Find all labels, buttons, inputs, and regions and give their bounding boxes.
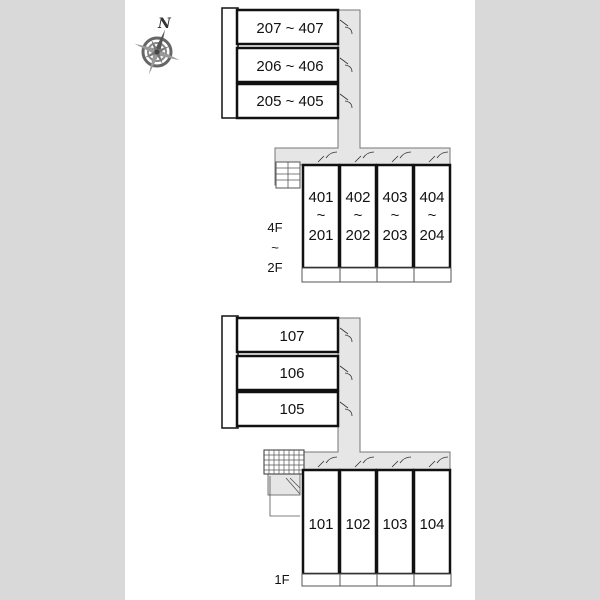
ground-side-units xyxy=(237,318,338,426)
floor-label-tilde: ~ xyxy=(271,240,279,255)
ground-side-outer-wall xyxy=(222,316,238,428)
floor-label: 1F xyxy=(274,572,290,587)
floor-label-bottom: 2F xyxy=(267,260,283,275)
unit-label: 204 xyxy=(419,227,445,244)
unit-label: 402 xyxy=(345,189,371,206)
ground-floor-block xyxy=(222,316,451,587)
unit-label: 207 ~ 407 xyxy=(256,20,324,37)
unit-label: 404 xyxy=(419,189,445,206)
unit-label: 205 ~ 405 xyxy=(256,93,324,110)
unit-label: 203 xyxy=(382,227,408,244)
unit-label-tilde: ~ xyxy=(353,207,363,224)
unit-label: 102 xyxy=(345,516,371,533)
upper-side-outer-wall xyxy=(222,8,238,118)
upper-floors-block xyxy=(222,8,451,282)
unit-label: 403 xyxy=(382,189,408,206)
ground-bottom-units xyxy=(302,470,451,586)
upper-side-units xyxy=(237,10,338,118)
upper-bottom-units xyxy=(302,165,451,282)
unit-label-tilde: ~ xyxy=(316,207,326,224)
bicycle-parking-grid xyxy=(264,450,304,474)
unit-label: 106 xyxy=(279,365,305,382)
unit-label: 107 xyxy=(279,328,305,345)
unit-label: 105 xyxy=(279,401,305,418)
unit-label: 401 xyxy=(308,189,334,206)
compass-rose-icon xyxy=(133,28,180,75)
unit-label: 101 xyxy=(308,516,334,533)
unit-label: 201 xyxy=(308,227,334,244)
upper-stairs xyxy=(276,162,300,188)
compass-north-label: N xyxy=(158,16,171,32)
unit-label: 206 ~ 406 xyxy=(256,58,324,75)
unit-label-tilde: ~ xyxy=(390,207,400,224)
unit-label: 104 xyxy=(419,516,445,533)
unit-label-tilde: ~ xyxy=(427,207,437,224)
unit-label: 103 xyxy=(382,516,408,533)
floor-label-top: 4F xyxy=(267,220,283,235)
unit-label: 202 xyxy=(345,227,371,244)
